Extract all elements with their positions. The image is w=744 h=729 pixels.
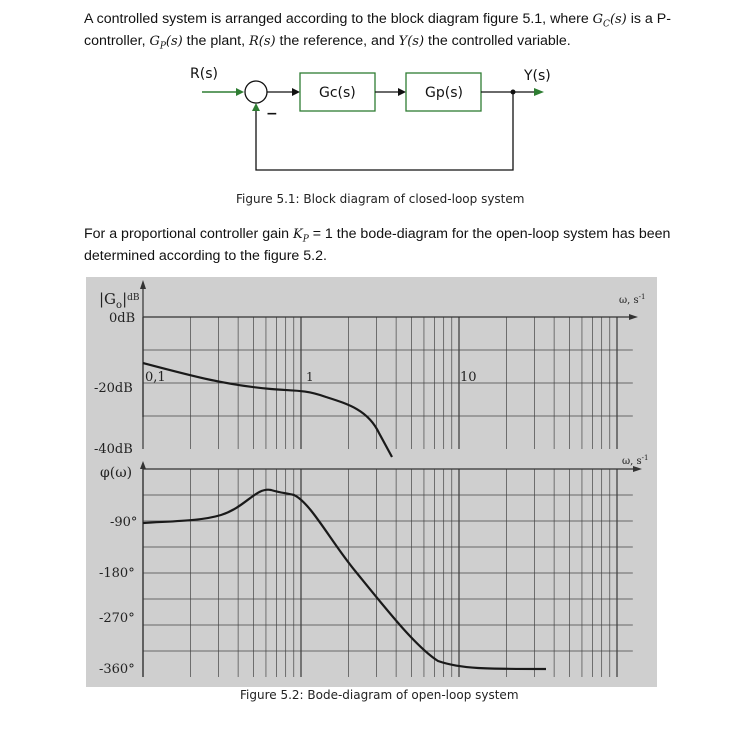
gc-symbol: $G_C(s)$ bbox=[592, 12, 627, 30]
figure-5-2-caption: Figure 5.2: Bode-diagram of open-loop system bbox=[240, 688, 519, 702]
phase-tick-minus180: -180° bbox=[99, 566, 135, 581]
mag-tick-0db: 0dB bbox=[109, 311, 136, 326]
intro-text-3: the plant, bbox=[182, 32, 249, 49]
controller-to-plant-arrowhead bbox=[398, 88, 406, 96]
phase-tick-minus90: -90° bbox=[110, 515, 138, 530]
gp-symbol: $G_P(s)$ bbox=[149, 33, 183, 52]
omega-label-magnitude: ω, $s^{-1}$ bbox=[619, 293, 646, 306]
y-symbol: Y(s) bbox=[398, 33, 425, 49]
summing-junction bbox=[245, 81, 267, 103]
phase-tick-minus270: -270° bbox=[99, 611, 135, 626]
intro-text-4: the reference, and bbox=[275, 32, 399, 49]
intro-text-1: A controlled system is arranged according to the block diagram figure 5.1, where bbox=[84, 11, 593, 27]
kp-symbol: $K_P$ bbox=[292, 227, 309, 245]
intro-paragraph bbox=[84, 11, 674, 54]
magnitude-axis-label: $|G_o|^{dB}$ bbox=[99, 290, 140, 311]
input-label: R(s) bbox=[190, 66, 218, 82]
omega-label-phase: ω, $s^{-1}$ bbox=[622, 454, 649, 467]
phase-tick-minus360: -360° bbox=[99, 662, 135, 677]
output-label: Y(s) bbox=[524, 68, 551, 84]
plant-label: Gp(s) bbox=[425, 85, 463, 101]
mag-tick-minus20db: -20dB bbox=[94, 381, 133, 396]
bode-intro-text-1: For a proportional controller gain bbox=[84, 226, 293, 242]
figure-5-1-caption: Figure 5.1: Block diagram of closed-loop system bbox=[236, 192, 525, 206]
output-arrowhead bbox=[534, 88, 544, 96]
photo-background bbox=[86, 277, 657, 687]
feedback-sign: − bbox=[266, 106, 278, 122]
decade-label-0-1: 0,1 bbox=[145, 370, 166, 385]
phase-axis-label: φ(ω) bbox=[100, 465, 133, 481]
controller-label: Gc(s) bbox=[319, 85, 356, 101]
sum-to-controller-arrowhead bbox=[292, 88, 300, 96]
intro-text-2: is a P-controller, bbox=[84, 11, 671, 49]
bode-diagram bbox=[86, 277, 657, 687]
bode-intro-text-2: = 1 the bode-diagram for the open-loop system has been determined according to the figure 5.2. bbox=[84, 226, 671, 264]
input-arrowhead bbox=[236, 88, 244, 96]
intro-text-5: the controlled variable. bbox=[424, 32, 571, 49]
feedback-arrowhead bbox=[252, 103, 260, 111]
bode-intro-paragraph bbox=[84, 226, 674, 264]
decade-label-1: 1 bbox=[306, 370, 314, 384]
r-symbol: R(s) bbox=[249, 33, 276, 49]
mag-tick-minus40db: -40dB bbox=[94, 442, 133, 457]
block-diagram bbox=[180, 60, 560, 185]
decade-label-10: 10 bbox=[460, 370, 477, 385]
